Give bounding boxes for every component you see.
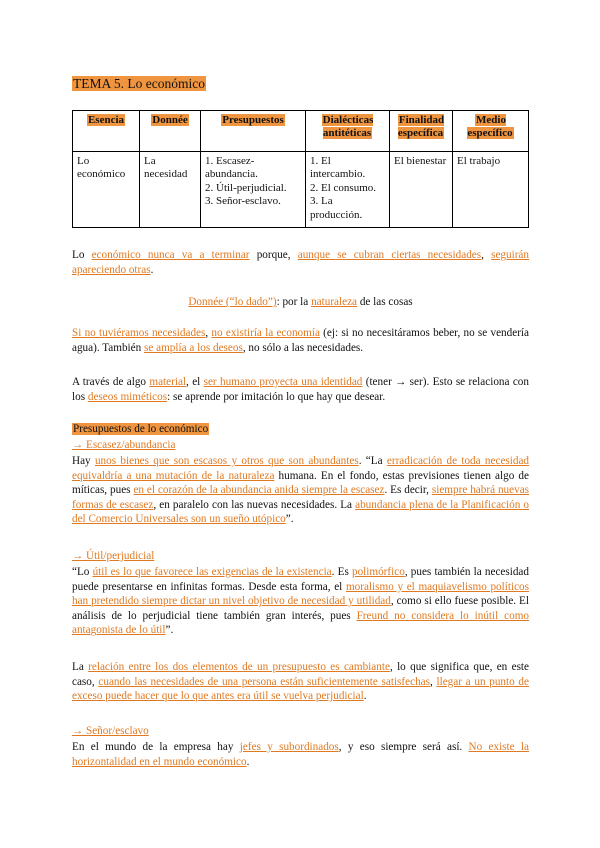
cell-presupuestos: 1. Escasez-abundancia. 2. Útil-perjudicial. 3. Señor-esclavo. [201, 152, 306, 228]
summary-table [72, 110, 529, 228]
section-heading-presupuestos: Presupuestos de lo económico [73, 423, 209, 435]
header-presupuestos: Presupuestos [201, 111, 306, 152]
cell-finalidad: El bienestar [390, 152, 453, 228]
table-row [73, 152, 529, 228]
paragraph-relacion: La relación entre los dos elementos de un presupuesto es cambiante, lo que significa que, en este caso, cuando las necesidades de una persona están suficientemente satisfechas, llegar a un punto de exceso puede hacer que lo que antes era útil se vuelva perjudicial. [72, 661, 529, 703]
cell-esencia: Lo económico [73, 152, 140, 228]
paragraph-necesidades: Si no tuviéramos necesidades, no existiría la economía (ej: si no necesitáramos beber, no se vendería agua). También se amplía a los deseos, no sólo a las necesidades. [72, 327, 529, 354]
header-finalidad: Finalidad específica [390, 111, 453, 152]
header-dialecticas: Dialécticas antitéticas [306, 111, 390, 152]
paragraph-senor: En el mundo de la empresa hay jefes y subordinados, y eso siempre será así. No existe la horizontalidad en el mundo económico. [72, 741, 529, 768]
subheading-escasez: → Escasez/abundancia [72, 439, 176, 451]
cell-donnee: La necesidad [140, 152, 201, 228]
document-title [72, 76, 206, 91]
cell-dialecticas: 1. El intercambio. 2. El consumo. 3. La producción. [306, 152, 390, 228]
header-medio: Medio específico [453, 111, 529, 152]
paragraph-identidad: A través de algo material, el ser humano proyecta una identidad (tener → ser). Esto se relaciona con los deseos miméticos: se aprende por imitación lo que hay que desear. [72, 376, 529, 403]
header-donnee: Donnée [140, 111, 201, 152]
paragraph-donnee: Donnée (“lo dado”): por la naturaleza de las cosas [188, 296, 413, 308]
paragraph-escasez: Hay unos bienes que son escasos y otros que son abundantes. “La erradicación de toda necesidad equivaldría a una mutación de la naturaleza humana. En el fondo, estas previsiones tienen algo de míticas, pues en el corazón de la abundancia anida siempre la escasez. Es decir, siempre habrá nuevas formas de escasez, en paralelo con las nuevas necesidades. La abundancia plena de la Planificación o del Comercio Universales son un sueño utópico”. [72, 455, 530, 526]
table-header-row [73, 111, 529, 152]
paragraph-util: “Lo útil es lo que favorece las exigencias de la existencia. Es polimórfico, pues también la necesidad puede presentarse en infinitas formas. Desde esta forma, el moralismo y el maquiavelismo políticos han pretendido siempre dictar un nivel objetivo de necesidad y utilidad, como si ello fuese posible. El análisis de lo perjudicial tiene también gran interés, pues Freund no considera lo inútil como antagonista de lo útil”. [72, 566, 529, 637]
subheading-senor: → Señor/esclavo [72, 725, 149, 737]
cell-medio: El trabajo [453, 152, 529, 228]
title-highlight: TEMA 5. Lo económico [73, 76, 205, 91]
subheading-util: → Útil/perjudicial [72, 550, 155, 562]
header-esencia: Esencia [73, 111, 140, 152]
paragraph-economico: Lo económico nunca va a terminar porque, aunque se cubran ciertas necesidades, seguirán apareciendo otras. [72, 249, 529, 276]
